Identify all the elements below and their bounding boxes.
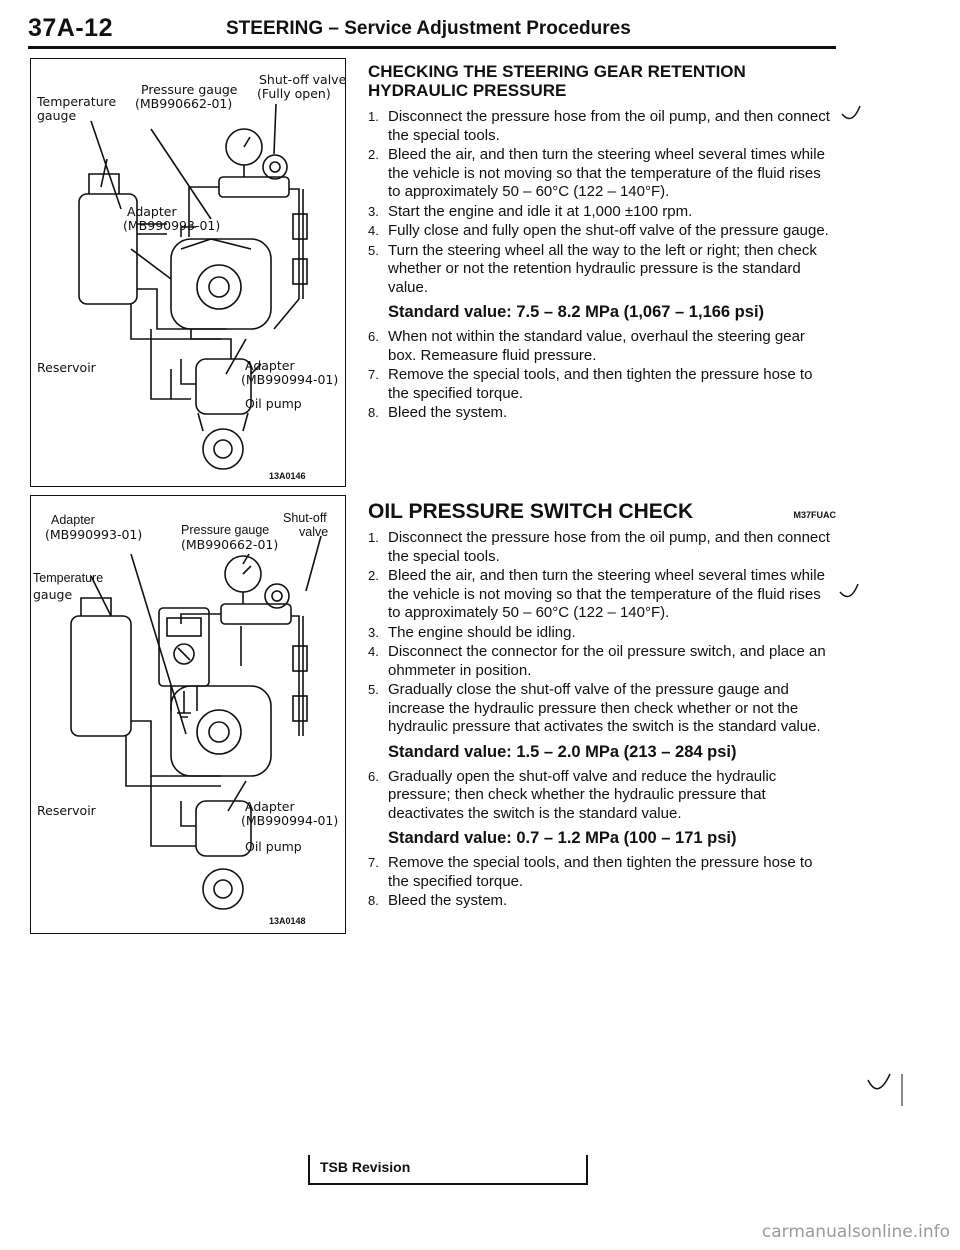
- list-item: 6. Gradually open the shut-off valve and reduce the hydraulic pressure; then check whether the hydraulic pressure that deactivates the switch is the standard value.: [368, 767, 777, 822]
- steps-list-continued: [368, 328, 836, 423]
- steps-list-continued: [368, 854, 836, 911]
- margin-mark: [838, 104, 862, 134]
- label-temperature: Temperature: [37, 94, 117, 109]
- label-shutoff-valve: Shut-off valve: [259, 72, 347, 87]
- tsb-revision-label: TSB Revision: [320, 1159, 411, 1175]
- list-item: 5. Turn the steering wheel all the way to the left or right; then check whether or not the retention hydraulic pressure is the standard value.: [368, 241, 817, 296]
- section-title: CHECKING THE STEERING GEAR RETENTION HYDRAULIC PRESSURE: [368, 62, 746, 100]
- label-reservoir: Reservoir: [37, 803, 96, 818]
- list-item: 7. Remove the special tools, and then tighten the pressure hose to the specified torque.: [368, 366, 813, 402]
- standard-value-on: Standard value: 1.5 – 2.0 MPa (213 – 284 psi): [388, 742, 737, 761]
- label-reservoir: Reservoir: [37, 360, 96, 375]
- label-adapter-1-part: (MB990993-01): [45, 527, 143, 542]
- header-rule: [28, 46, 836, 49]
- label-fully-open: (Fully open): [257, 86, 331, 101]
- section-oil-pressure-switch: [368, 502, 836, 912]
- label-gauge: gauge: [33, 587, 73, 602]
- list-item: 5. Gradually close the shut-off valve of the pressure gauge and increase the hydraulic pressure then check whether or not the hydraulic pressure that activates the switch is the standard value.: [368, 681, 821, 735]
- label-oil-pump: Oil pump: [245, 839, 302, 854]
- list-item: 7. Remove the special tools, and then tighten the pressure hose to the specified torque.: [368, 854, 813, 890]
- watermark: carmanualsonline.info: [761, 1222, 950, 1242]
- label-oil-pump: Oil pump: [245, 396, 302, 411]
- figure-retention-pressure-setup: [30, 58, 346, 487]
- list-item: 8. Bleed the system.: [368, 892, 508, 909]
- label-adapter-2: Adapter: [245, 799, 295, 814]
- margin-mark: [866, 1070, 906, 1110]
- steps-list: [368, 529, 836, 737]
- label-adapter-1-part: (MB990993-01): [123, 218, 221, 233]
- diagram-setup-2: [31, 496, 345, 933]
- list-item: 4. Disconnect the connector for the oil pressure switch, and place an ohmmeter in position.: [368, 643, 826, 679]
- steps-list: [368, 108, 836, 297]
- figure-code: 13A0148: [269, 916, 306, 926]
- label-adapter-2-part: (MB990994-01): [241, 372, 339, 387]
- list-item: 1. Disconnect the pressure hose from the oil pump, and then connect the special tools.: [368, 529, 830, 565]
- tsb-revision-box: [308, 1155, 588, 1185]
- figure-code: 13A0146: [269, 471, 306, 481]
- page-number: 37A-12: [28, 14, 113, 42]
- list-item: 2. Bleed the air, and then turn the steering wheel several times while the vehicle is not moving so that the temperature of the fluid rises to approximately 50 – 60°C (122 – 140°F).: [368, 567, 825, 621]
- standard-value: Standard value: 7.5 – 8.2 MPa (1,067 – 1,166 psi): [388, 303, 765, 321]
- figure-switch-check-setup: [30, 495, 346, 934]
- margin-mark: [836, 582, 860, 612]
- list-item: 4. Fully close and fully open the shut-off valve of the pressure gauge.: [368, 222, 829, 239]
- list-item: 3. The engine should be idling.: [368, 623, 576, 641]
- section-retention-pressure: [368, 62, 836, 424]
- label-adapter-2-part: (MB990994-01): [241, 813, 339, 828]
- section-code: M37FUAC: [793, 510, 836, 520]
- list-item: 1. Disconnect the pressure hose from the oil pump, and then connect the special tools.: [368, 108, 830, 144]
- label-pressure-gauge: Pressure gauge: [181, 523, 270, 537]
- list-item: 2. Bleed the air, and then turn the steering wheel several times while the vehicle is not moving so that the temperature of the fluid rises to approximately 50 – 60°C (122 – 140°F).: [368, 146, 825, 200]
- label-shutoff: Shut-off: [283, 511, 327, 525]
- label-valve: valve: [299, 525, 329, 539]
- list-item: 6. When not within the standard value, overhaul the steering gear box. Remeasure fluid pressure.: [368, 328, 805, 364]
- page-title: STEERING – Service Adjustment Procedures: [226, 18, 631, 39]
- diagram-setup-1: [31, 59, 345, 486]
- label-gauge-part: (MB990662-01): [181, 537, 279, 552]
- section-title: OIL PRESSURE SWITCH CHECK: [368, 500, 694, 523]
- list-item: 3. Start the engine and idle it at 1,000 ±100 rpm.: [368, 202, 693, 220]
- label-adapter-1: Adapter: [51, 513, 95, 527]
- label-gauge-part: (MB990662-01): [135, 96, 233, 111]
- page-header: [28, 14, 836, 46]
- label-temperature: Temperature: [33, 571, 104, 585]
- label-adapter-1: Adapter: [127, 204, 177, 219]
- steps-list-step6: [368, 768, 836, 824]
- label-gauge: gauge: [37, 108, 77, 123]
- list-item: 8. Bleed the system.: [368, 404, 508, 421]
- label-adapter-2: Adapter: [245, 358, 295, 373]
- label-pressure-gauge: Pressure gauge: [141, 82, 238, 97]
- standard-value-off: Standard value: 0.7 – 1.2 MPa (100 – 171 psi): [388, 829, 737, 847]
